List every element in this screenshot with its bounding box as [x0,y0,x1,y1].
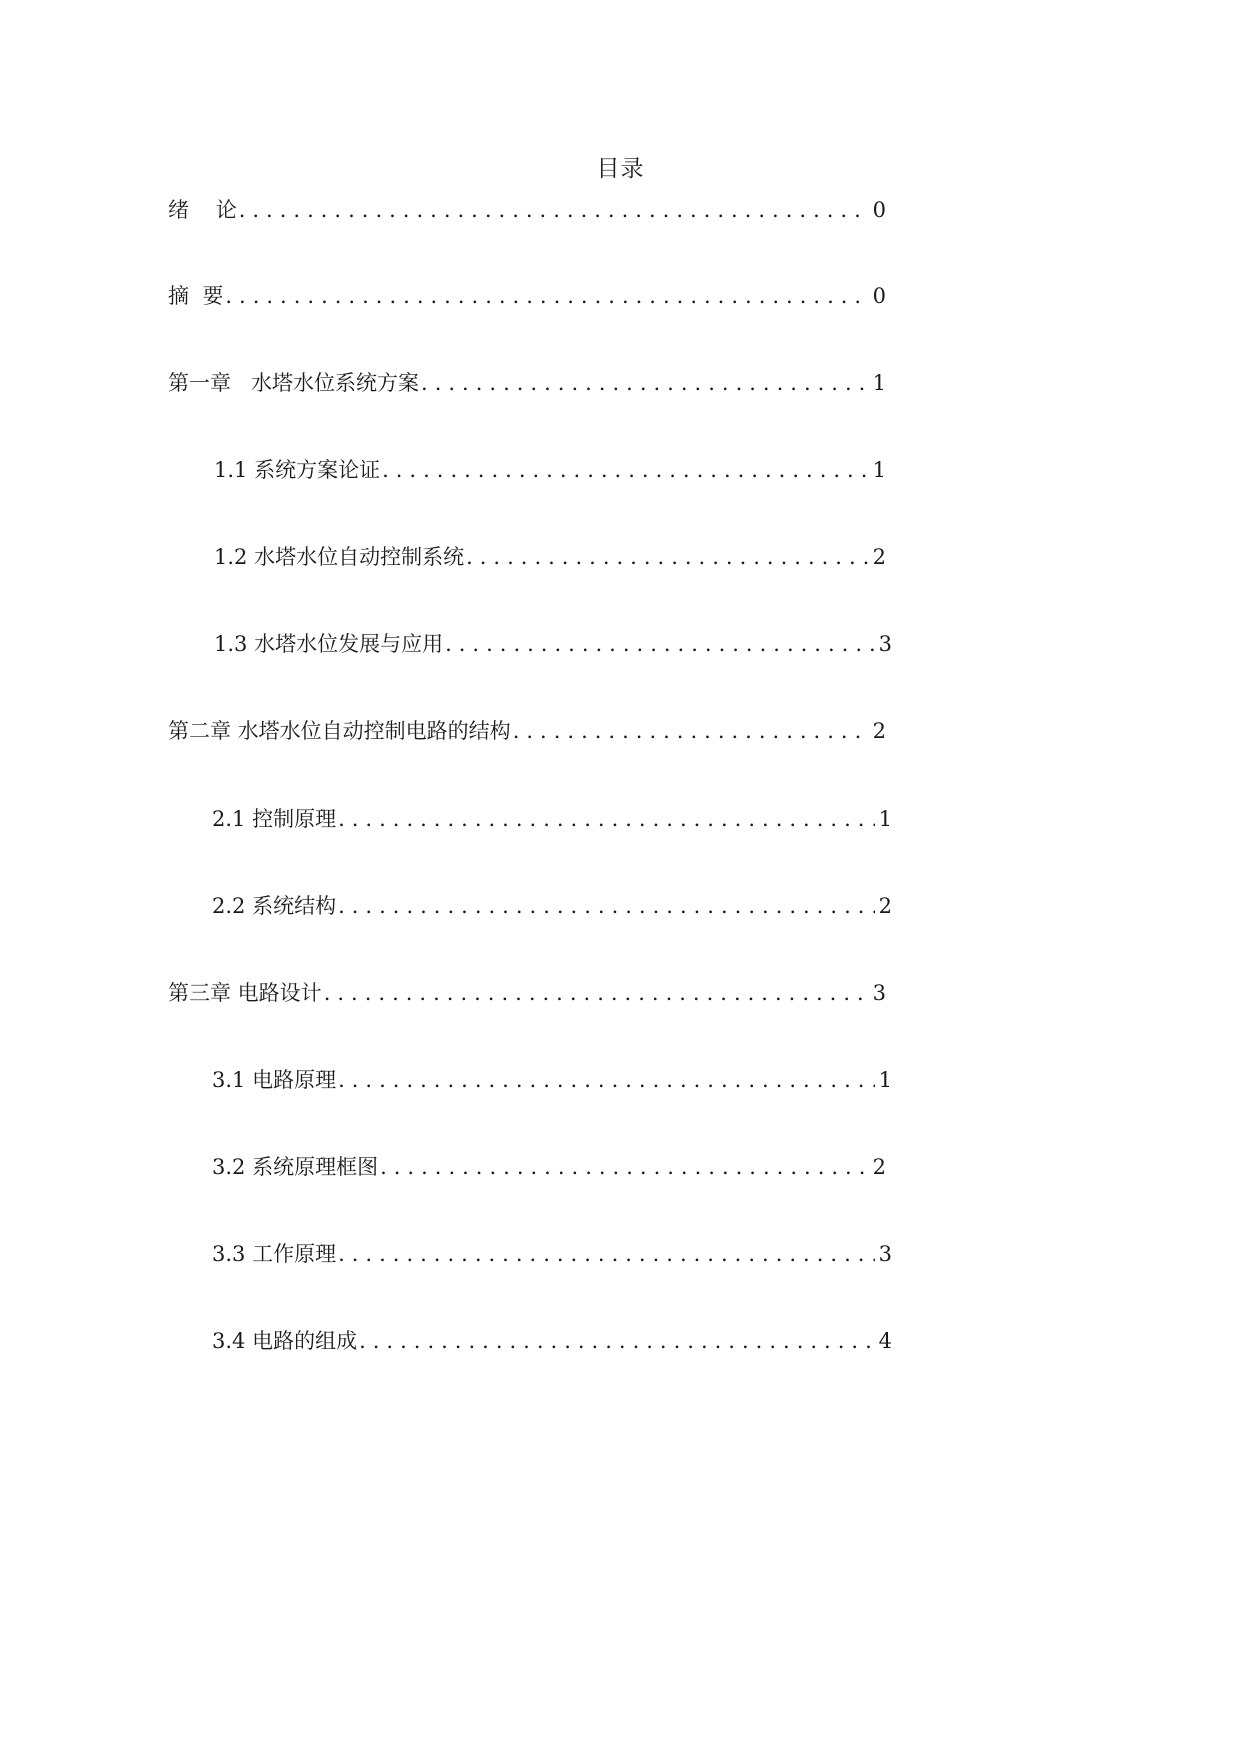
toc-page-number: 2 [872,1155,886,1179]
toc-entry-section-1-1 [214,456,886,484]
toc-leader-dots [338,892,875,920]
toc-entry-label: 3.1 电路原理 [212,1068,337,1092]
toc-entry-label: 3.2 系统原理框图 [212,1155,379,1179]
toc-page-number: 1 [878,807,892,831]
toc-entry-section-2-1 [212,805,892,833]
toc-entry-label: 1.2 水塔水位自动控制系统 [214,545,465,569]
toc-title: 目录 [596,156,645,182]
toc-leader-dots [380,1153,869,1181]
toc-page-number: 0 [872,284,886,308]
toc-entry-chapter-3 [168,979,886,1007]
toc-page-number: 1 [872,458,886,482]
toc-leader-dots [421,369,869,397]
toc-entry-chapter-2 [168,717,886,745]
toc-leader-dots [338,1066,875,1094]
toc-leader-dots [338,1240,875,1268]
toc-entry-section-3-4 [212,1327,892,1355]
toc-leader-dots [338,805,875,833]
toc-page-number: 2 [872,719,886,743]
toc-page-number: 1 [878,1068,892,1092]
toc-entry-label: 第三章 电路设计 [168,981,322,1005]
toc-entry-label: 摘 要 [168,284,224,308]
toc-page-number: 0 [872,198,886,222]
toc-page-number: 3 [878,1242,892,1266]
toc-entry-label: 第二章 水塔水位自动控制电路的结构 [168,719,511,743]
toc-page-number: 1 [872,371,886,395]
toc-entry-label: 3.4 电路的组成 [212,1329,358,1353]
toc-entry-label: 3.3 工作原理 [212,1242,337,1266]
toc-page-number: 2 [872,545,886,569]
toc-leader-dots [324,979,869,1007]
toc-leader-dots [513,717,869,745]
toc-leader-dots [466,543,869,571]
toc-entry-abstract [168,282,886,310]
toc-entry-section-3-1 [212,1066,892,1094]
toc-entry-label: 2.1 控制原理 [212,807,337,831]
toc-entry-section-3-3 [212,1240,892,1268]
toc-entry-label: 绪 论 [168,198,237,222]
toc-page-number: 3 [872,981,886,1005]
toc-leader-dots [225,282,868,310]
toc-entry-section-1-2 [214,543,886,571]
toc-entry-section-3-2 [212,1153,886,1181]
toc-leader-dots [445,630,875,658]
toc-entry-introduction [168,196,886,224]
toc-page-number: 3 [878,632,892,656]
toc-page-number: 4 [878,1329,892,1353]
toc-leader-dots [382,456,869,484]
toc-entry-chapter-1 [168,369,886,397]
toc-leader-dots [359,1327,875,1355]
toc-entry-label: 第一章 水塔水位系统方案 [168,371,420,395]
toc-entry-label: 1.3 水塔水位发展与应用 [214,632,444,656]
toc-page-number: 2 [878,894,892,918]
toc-entry-section-2-2 [212,892,892,920]
toc-leader-dots [239,196,869,224]
toc-entry-section-1-3 [214,630,892,658]
toc-entry-label: 2.2 系统结构 [212,894,337,918]
toc-entry-label: 1.1 系统方案论证 [214,458,381,482]
